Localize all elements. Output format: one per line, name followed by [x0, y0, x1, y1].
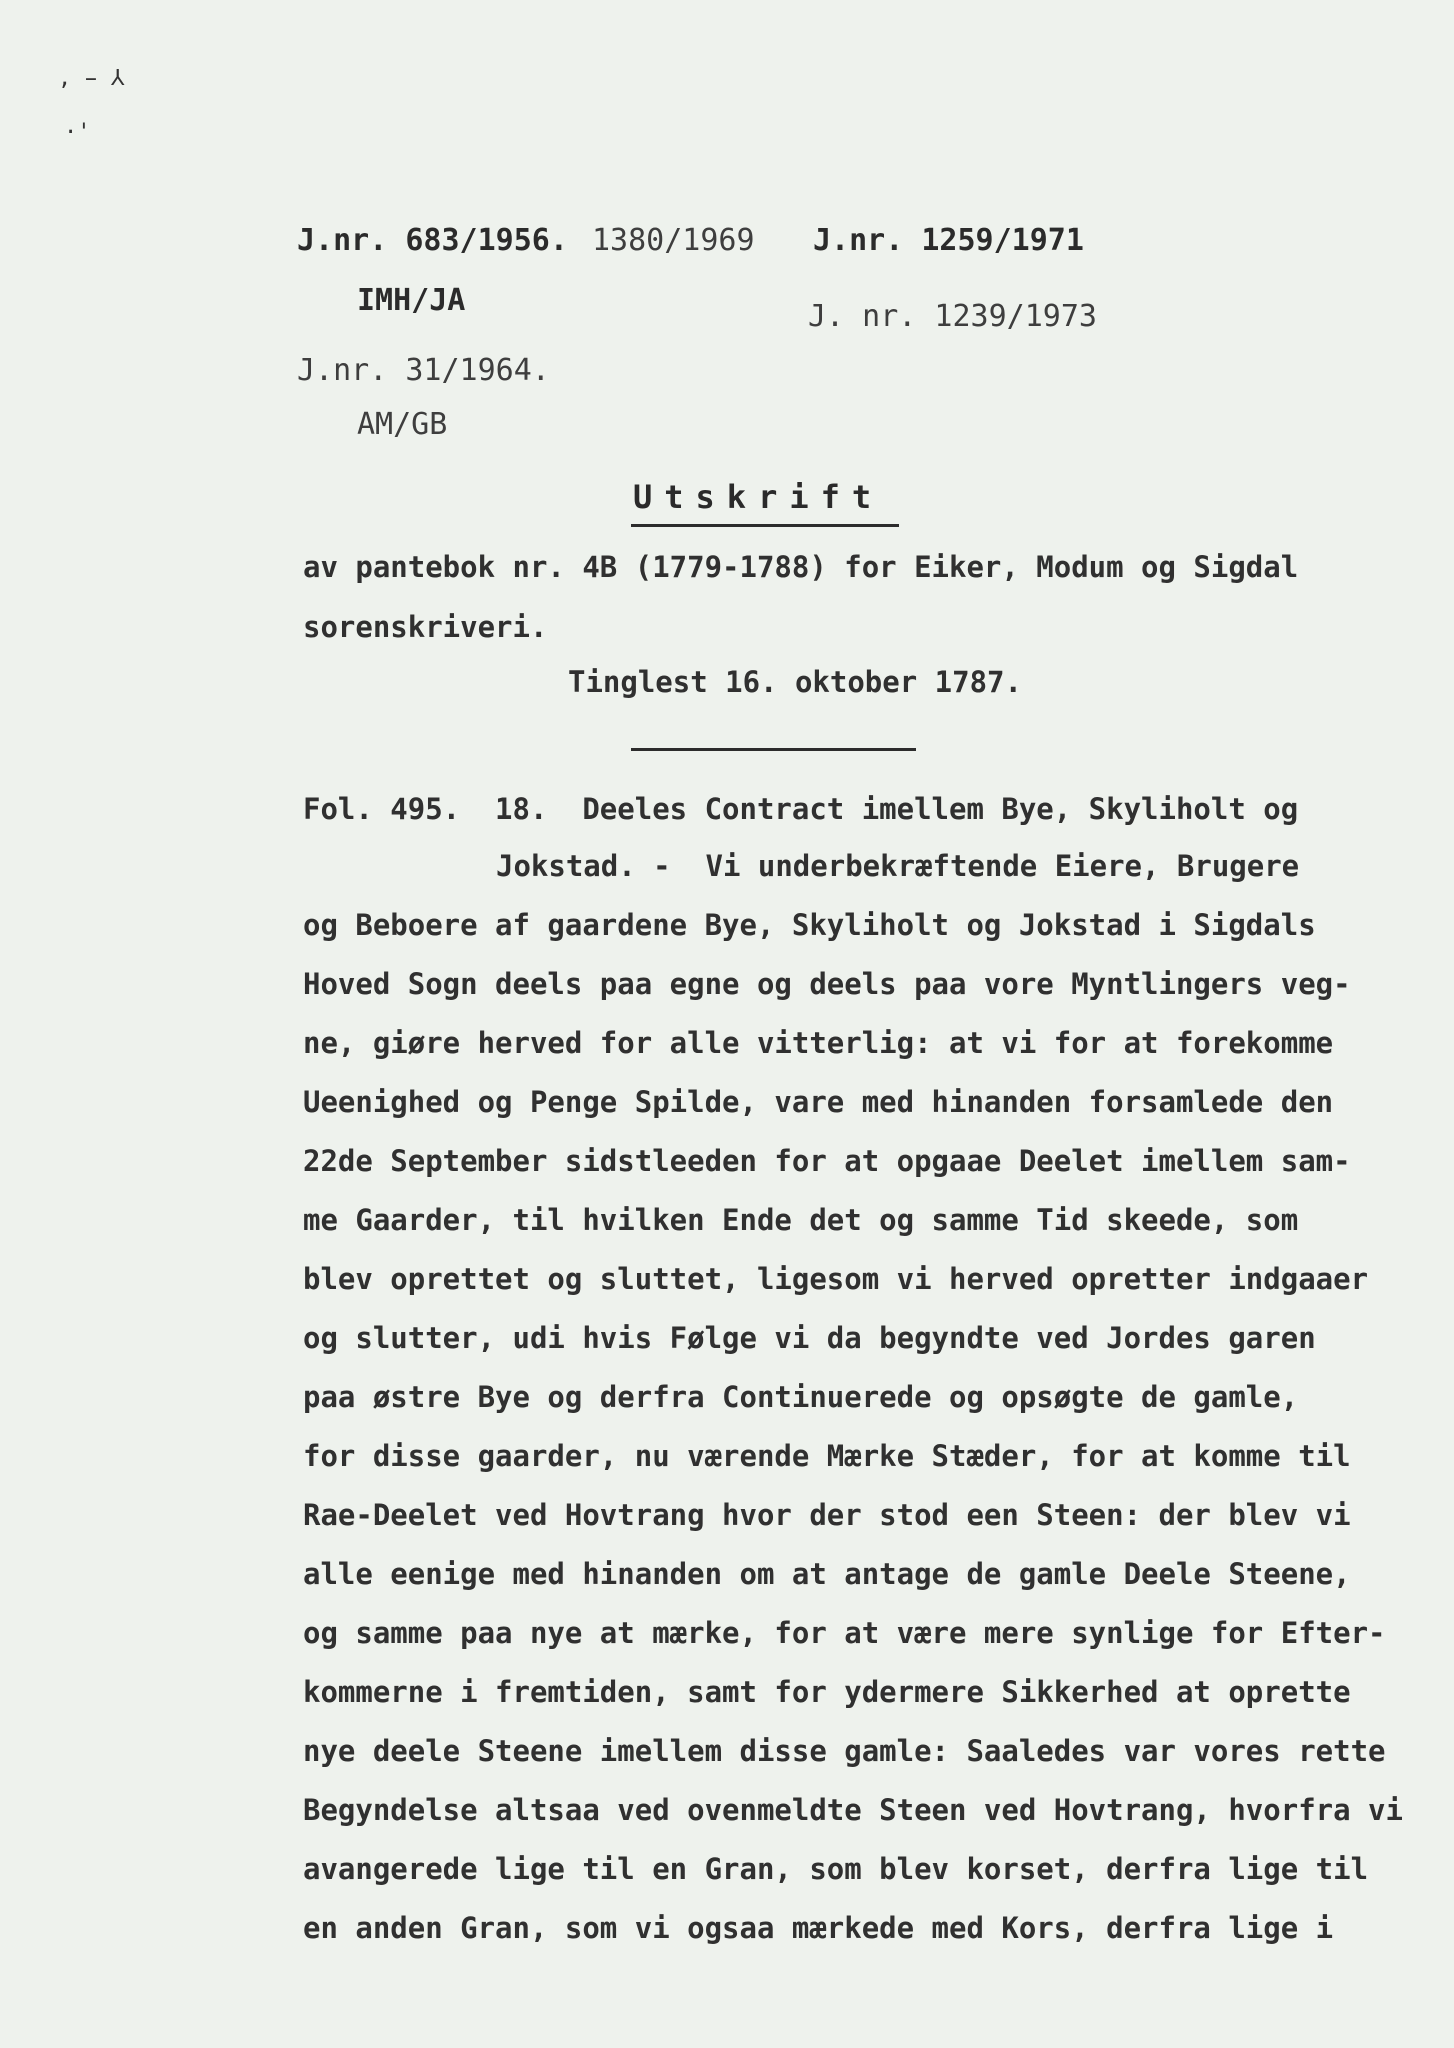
body-line-9: blev oprettet og sluttet, ligesom vi herved opretter indgaaer: [303, 1262, 1369, 1296]
subtitle-line-1: av pantebok nr. 4B (1779-1788) for Eiker, Modum og Sigdal: [303, 550, 1299, 584]
initials-am-gb: AM/GB: [357, 407, 448, 442]
body-line-1: Fol. 495. 18. Deeles Contract imellem Bye, Skyliholt og: [303, 792, 1299, 826]
section-divider: [631, 748, 916, 751]
initials-imh-ja: IMH/JA: [357, 283, 466, 318]
tinglest-date: Tinglest 16. oktober 1787.: [568, 665, 1022, 699]
title-underline: [631, 524, 899, 527]
body-line-12: for disse gaarder, nu værende Mærke Stæder, for at komme til: [303, 1439, 1351, 1473]
body-line-16: kommerne i fremtiden, samt for ydermere Sikkerhed at oprette: [303, 1675, 1351, 1709]
journal-ref-1973: J. nr. 1239/1973: [808, 299, 1097, 334]
body-line-7: 22de September sidstleeden for at opgaae Deelet imellem sam-: [303, 1144, 1351, 1178]
body-line-13: Rae-Deelet ved Hovtrang hvor der stod een Steen: der blev vi: [303, 1498, 1351, 1532]
body-line-19: avangerede lige til en Gran, som blev korset, derfra lige til: [303, 1852, 1369, 1886]
body-line-14: alle eenige med hinanden om at antage de gamle Deele Steene,: [303, 1557, 1351, 1591]
journal-ref-1969: 1380/1969: [592, 223, 755, 258]
body-line-11: paa østre Bye og derfra Continuerede og opsøgte de gamle,: [303, 1380, 1299, 1414]
body-line-6: Ueenighed og Penge Spilde, vare med hinanden forsamlede den: [303, 1085, 1334, 1119]
body-line-15: og samme paa nye at mærke, for at være mere synlige for Efter-: [303, 1616, 1386, 1650]
body-line-10: og slutter, udi hvis Følge vi da begyndte ved Jordes garen: [303, 1321, 1316, 1355]
body-line-18: Begyndelse altsaa ved ovenmeldte Steen ved Hovtrang, hvorfra vi: [303, 1793, 1403, 1827]
scan-mark: ‚ ̵ ⅄: [58, 66, 125, 91]
body-line-3: og Beboere af gaardene Bye, Skyliholt og Jokstad i Sigdals: [303, 908, 1316, 942]
journal-ref-1964: J.nr. 31/1964.: [297, 353, 550, 388]
scan-mark-2: ·': [64, 120, 91, 145]
body-line-8: me Gaarder, til hvilken Ende det og samme Tid skeede, som: [303, 1203, 1299, 1237]
document-title: Utskrift: [633, 478, 884, 516]
body-line-17: nye deele Steene imellem disse gamle: Saaledes var vores rette: [303, 1734, 1386, 1768]
subtitle-line-2: sorenskriveri.: [303, 610, 548, 644]
body-line-4: Hoved Sogn deels paa egne og deels paa vore Myntlingers veg-: [303, 967, 1351, 1001]
body-line-20: en anden Gran, som vi ogsaa mærkede med Kors, derfra lige i: [303, 1911, 1334, 1945]
body-line-2: Jokstad. - Vi underbekræftende Eiere, Brugere: [496, 849, 1300, 883]
journal-ref-1956: J.nr. 683/1956.: [297, 223, 568, 258]
journal-ref-1971: J.nr. 1259/1971: [813, 223, 1084, 258]
body-line-5: ne, giøre herved for alle vitterlig: at vi for at forekomme: [303, 1026, 1334, 1060]
